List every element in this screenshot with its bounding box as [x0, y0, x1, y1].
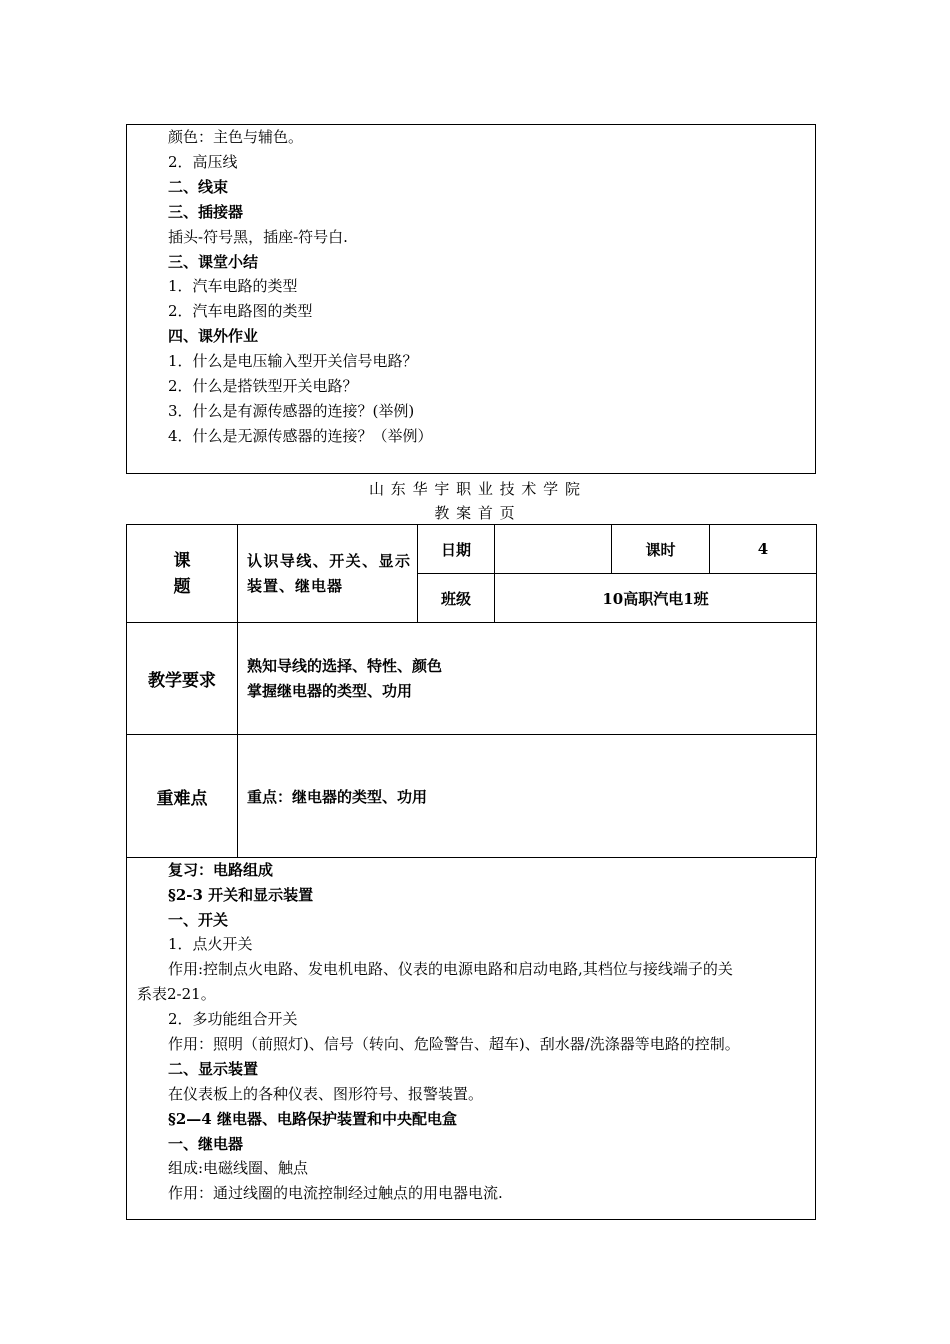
- relay-composition: 组成:电磁线圈、触点: [168, 1159, 309, 1177]
- hours-label-cell: [612, 525, 710, 574]
- previous-page-line: 四、课外作业: [168, 327, 259, 345]
- combination-switch-item: 2．多功能组合开关: [168, 1010, 298, 1028]
- key-points-value-cell: [238, 735, 817, 858]
- class-value-cell: [495, 574, 817, 623]
- previous-page-line: 3．什么是有源传感器的连接？(举例): [168, 402, 415, 420]
- class-label-cell: [418, 574, 495, 623]
- requirements-value-cell: [238, 623, 817, 735]
- date-label: 日期: [440, 540, 471, 559]
- previous-page-line: 三、课堂小结: [168, 253, 259, 271]
- previous-page-line: 1．汽车电路的类型: [168, 277, 298, 295]
- relay-heading: 一、继电器: [168, 1135, 244, 1153]
- previous-page-line: 三、插接器: [168, 203, 244, 221]
- requirements-label: 教学要求: [148, 671, 216, 691]
- section-2-3-heading: §2-3 开关和显示装置: [168, 886, 314, 904]
- previous-page-line: 4．什么是无源传感器的连接？（举例）: [168, 427, 433, 445]
- key-points-value: 重点：继电器的类型、功用: [247, 787, 428, 806]
- ignition-switch-function-line-2: 系表2-21。: [137, 985, 216, 1003]
- switch-heading: 一、开关: [168, 911, 229, 929]
- display-device-description: 在仪表板上的各种仪表、图形符号、报警装置。: [168, 1085, 484, 1103]
- review-heading: 复习：电路组成: [168, 861, 274, 879]
- school-name: 山 东 华 宇 职 业 技 术 学 院: [369, 480, 581, 498]
- hours-value-cell: [710, 525, 817, 574]
- previous-page-line: 2．汽车电路图的类型: [168, 302, 313, 320]
- document-title: 教 案 首 页: [434, 504, 516, 522]
- date-value-cell: [495, 525, 612, 574]
- requirements-line-2: 掌握继电器的类型、功用: [247, 681, 413, 700]
- previous-page-content-box: [126, 124, 816, 474]
- key-points-label-cell: [127, 735, 238, 858]
- previous-page-line: 1．什么是电压输入型开关信号电路？: [168, 352, 418, 370]
- requirements-line-1: 熟知导线的选择、特性、颜色: [247, 656, 443, 675]
- previous-page-line: 2．高压线: [168, 153, 238, 171]
- topic-label-1: 课: [173, 550, 191, 571]
- topic-value-cell: [238, 525, 418, 623]
- previous-page-line: 插头-符号黑，插座-符号白.: [168, 228, 348, 246]
- relay-function: 作用：通过线圈的电流控制经过触点的用电器电流.: [168, 1184, 503, 1202]
- topic-label-cell: [127, 525, 238, 623]
- date-label-cell: [418, 525, 495, 574]
- previous-page-line: 2．什么是搭铁型开关电路？: [168, 377, 358, 395]
- ignition-switch-item: 1．点火开关: [168, 935, 253, 953]
- previous-page-line: 二、线束: [168, 178, 229, 196]
- key-points-label: 重难点: [156, 788, 208, 809]
- combination-switch-function: 作用：照明（前照灯)、信号（转向、危险警告、超车)、刮水器/洗涤器等电路的控制。: [168, 1035, 740, 1053]
- ignition-switch-function-line-1: 作用:控制点火电路、发电机电路、仪表的电源电路和启动电路,其档位与接线端子的关: [168, 960, 733, 978]
- hours-value: 4: [757, 540, 769, 558]
- section-2-4-heading: §2—4 继电器、电路保护装置和中央配电盒: [168, 1110, 457, 1128]
- topic-value: 认识导线、开关、显示装置、继电器: [247, 551, 411, 595]
- previous-page-line: 颜色：主色与辅色。: [168, 128, 304, 146]
- class-value: 10高职汽电1班: [602, 589, 709, 608]
- lesson-header-table: [126, 524, 817, 858]
- display-device-heading: 二、显示装置: [168, 1060, 259, 1078]
- class-label: 班级: [440, 589, 471, 608]
- topic-label-2: 题: [173, 576, 191, 597]
- requirements-label-cell: [127, 623, 238, 735]
- hours-label: 课时: [645, 540, 676, 559]
